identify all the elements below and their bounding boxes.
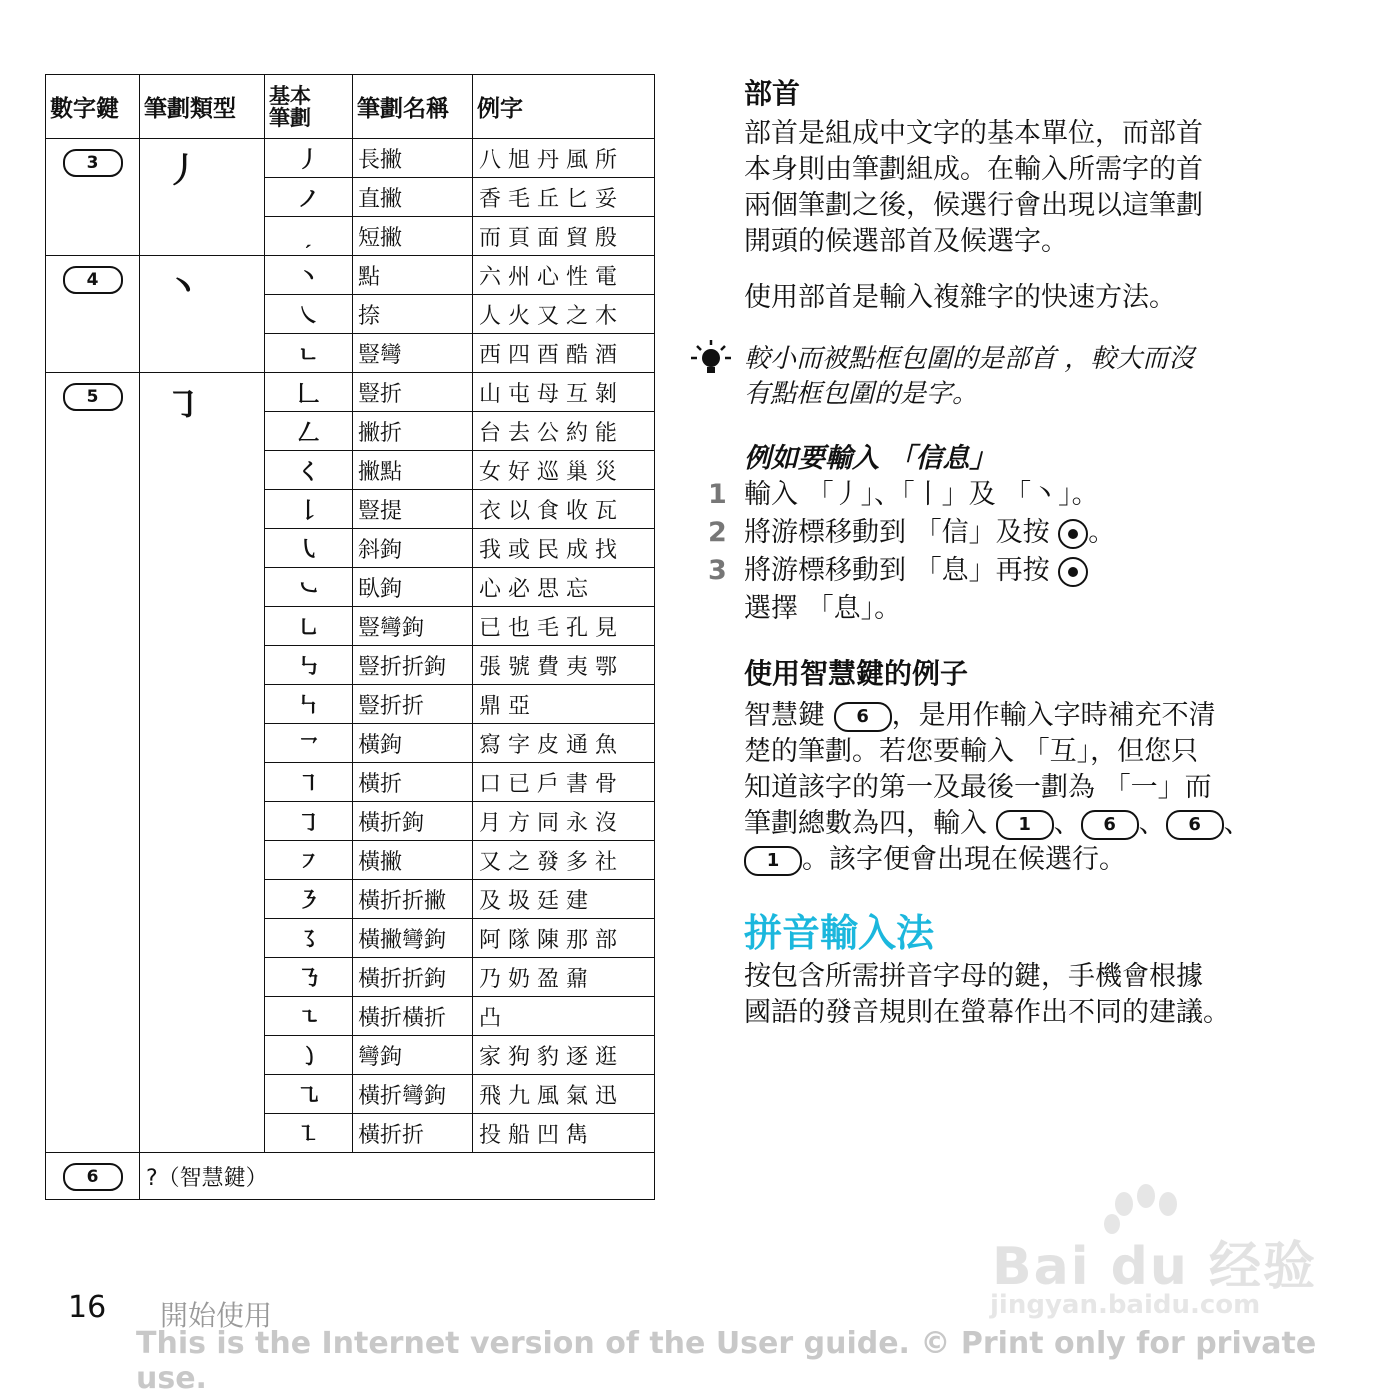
basic-stroke: ㄴ [265, 334, 353, 373]
example-chars: 投船凹雋 [473, 1114, 655, 1153]
basic-stroke: ノ [265, 178, 353, 217]
smart-key-label: ?（智慧鍵） [140, 1153, 655, 1200]
stroke-name: 豎折 [353, 373, 473, 412]
stroke-name: 豎彎 [353, 334, 473, 373]
key-cell [46, 373, 140, 1153]
table-header-row [46, 75, 655, 139]
key-3-icon: 3 [63, 149, 123, 177]
stroke-type-cell [140, 139, 265, 256]
basic-stroke: 𠃋 [265, 412, 353, 451]
stroke-name: 長撇 [353, 139, 473, 178]
example-chars: 人火又之木 [473, 295, 655, 334]
stroke-name: 豎折折 [353, 685, 473, 724]
basic-stroke: ㇕ [265, 763, 353, 802]
basic-stroke: ㇡ [265, 958, 353, 997]
text-line: 部首是組成中文字的基本單位，而部首 [744, 118, 1203, 149]
key-6-icon: 6 [1166, 810, 1224, 840]
stroke-name: 豎提 [353, 490, 473, 529]
stroke-name: 豎彎鉤 [353, 607, 473, 646]
center-select-key-icon [1058, 557, 1088, 587]
radical-tip [744, 342, 1304, 412]
basic-stroke: ㇁ [265, 1036, 353, 1075]
example-chars: 衣以食收瓦 [473, 490, 655, 529]
stroke-name: 橫折彎鉤 [353, 1075, 473, 1114]
example-chars: 張號費夷鄂 [473, 646, 655, 685]
stroke-type-cell [140, 256, 265, 373]
example-title: 例如要輸入 「信息」 [744, 443, 997, 474]
key-1-icon: 1 [744, 846, 802, 876]
example-chars: 乃奶盈鼐 [473, 958, 655, 997]
example-steps [708, 476, 1308, 628]
basic-stroke: ㇈ [265, 1075, 353, 1114]
step-number: 3 [708, 555, 727, 586]
text-line: 較小而被點框包圍的是部首 ，較大而沒 [744, 344, 1195, 374]
smartkey-title: 使用智慧鍵的例子 [744, 657, 969, 690]
watermark-brand: Bai du 经验 [992, 1237, 1317, 1297]
basic-stroke: 丶 [265, 256, 353, 295]
key-cell [46, 139, 140, 256]
step-2 [708, 514, 1308, 552]
example-chars: 心必思忘 [473, 568, 655, 607]
radical-section [744, 72, 1304, 316]
example-chars: 家狗豹逐逛 [473, 1036, 655, 1075]
text-line: 兩個筆劃之後，候選行會出現以這筆劃 [744, 190, 1203, 221]
key-cell [46, 1153, 140, 1200]
header-example: 例字 [473, 75, 655, 139]
page-number: 16 [68, 1290, 107, 1325]
stroke-name: 橫撇彎鉤 [353, 919, 473, 958]
stroke-name: 橫折鉤 [353, 802, 473, 841]
example-chars: 西四酉酷酒 [473, 334, 655, 373]
step-number: 2 [708, 517, 727, 548]
basic-stroke: ㇃ [265, 568, 353, 607]
key-1-icon: 1 [996, 810, 1054, 840]
stroke-name: 橫折折撇 [353, 880, 473, 919]
stroke-name: 橫折橫折 [353, 997, 473, 1036]
example-chars: 凸 [473, 997, 655, 1036]
stroke-name: 臥鉤 [353, 568, 473, 607]
text-line: 楚的筆劃。若您要輸入 「互」，但您只 [744, 736, 1199, 767]
example-chars: 又之發多社 [473, 841, 655, 880]
example-chars: 鼎亞 [473, 685, 655, 724]
example-chars: 已也毛孔見 [473, 607, 655, 646]
example-chars: 及圾廷建 [473, 880, 655, 919]
stroke-name: 斜鉤 [353, 529, 473, 568]
header-name: 筆劃名稱 [353, 75, 473, 139]
example-chars: 女好巡巢災 [473, 451, 655, 490]
basic-stroke: ˏ [265, 217, 353, 256]
step-3 [708, 552, 1308, 628]
stroke-name: 直撇 [353, 178, 473, 217]
example-chars: 月方同永沒 [473, 802, 655, 841]
example-chars: 我或民成找 [473, 529, 655, 568]
stroke-name: 橫折 [353, 763, 473, 802]
stroke-type-cell [140, 373, 265, 1153]
pinyin-paragraph [744, 959, 1304, 1031]
step-number: 1 [708, 479, 727, 510]
text-line: 按包含所需拼音字母的鍵，手機會根據 [744, 961, 1203, 992]
smartkey-paragraph [744, 698, 1304, 878]
header-basic: 基本 筆劃 [265, 75, 353, 139]
basic-stroke: 𠃊 [265, 373, 353, 412]
table-row [46, 256, 655, 295]
step-text: 輸入 「丿」、「丨」及 「丶」。 [744, 479, 1099, 510]
stroke-name: 撇點 [353, 451, 473, 490]
basic-stroke: ㇅ [265, 1114, 353, 1153]
basic-stroke: ㇋ [265, 880, 353, 919]
stroke-name: 撇折 [353, 412, 473, 451]
example-chars: 八旭丹風所 [473, 139, 655, 178]
stroke-table [45, 74, 655, 1200]
stroke-name: 橫折折 [353, 1114, 473, 1153]
stroke-table-body [46, 139, 655, 1200]
text-line: 筆劃總數為四，輸入 1 、 6 、 6 、 [744, 808, 1251, 839]
table-row-smart-key [46, 1153, 655, 1200]
key-4-icon: 4 [63, 266, 123, 294]
basic-stroke: ㇍ [265, 997, 353, 1036]
key-5-icon: 5 [63, 383, 123, 411]
text-line: 本身則由筆劃組成。在輸入所需字的首 [744, 154, 1203, 185]
radical-title: 部首 [744, 77, 801, 110]
table-row [46, 373, 655, 412]
step-text: 將游標移動到 「信」及按 [744, 517, 1050, 548]
center-select-key-icon [1058, 519, 1088, 549]
step-period: 。 [1088, 517, 1116, 548]
text-line: 國語的發音規則在螢幕作出不同的建議。 [744, 997, 1230, 1028]
example-chars: 口已戶書骨 [473, 763, 655, 802]
key-6-icon: 6 [63, 1163, 123, 1191]
stroke-name: 彎鉤 [353, 1036, 473, 1075]
stroke-name: 短撇 [353, 217, 473, 256]
pinyin-section [744, 902, 1304, 1031]
section-name: 開始使用 [160, 1299, 273, 1332]
step-text: 將游標移動到 「息」再按 [744, 555, 1050, 586]
text-line: 1 。該字便會出現在候選行。 [744, 842, 1304, 878]
basic-stroke: く [265, 451, 353, 490]
lightbulb-icon [688, 338, 734, 384]
stroke-type: 丶 [166, 268, 200, 308]
key-cell [46, 256, 140, 373]
stroke-name: 捺 [353, 295, 473, 334]
basic-stroke: ㇞ [265, 685, 353, 724]
stroke-name: 豎折折鉤 [353, 646, 473, 685]
radical-paragraph [744, 116, 1304, 260]
example-chars: 飛九風氣迅 [473, 1075, 655, 1114]
stroke-name: 橫鉤 [353, 724, 473, 763]
basic-stroke: 丿 [265, 139, 353, 178]
basic-stroke: ㇏ [265, 295, 353, 334]
stroke-type: 丿 [166, 151, 200, 191]
example-chars: 寫字皮通魚 [473, 724, 655, 763]
text-line: 知道該字的第一及最後一劃為 「一」而 [744, 772, 1212, 803]
basic-stroke: ㇌ [265, 919, 353, 958]
smartkey-section [744, 652, 1304, 878]
basic-stroke: ㇇ [265, 841, 353, 880]
stroke-type: ㇆ [166, 385, 200, 425]
key-6-icon: 6 [1081, 810, 1139, 840]
example-chars: 阿隊陳那部 [473, 919, 655, 958]
basic-stroke: ㇂ [265, 529, 353, 568]
example-chars: 六州心性電 [473, 256, 655, 295]
basic-stroke: ㇖ [265, 724, 353, 763]
example-chars: 香毛丘匕妥 [473, 178, 655, 217]
text-line: 智慧鍵 6 ，是用作輸入字時補充不清 [744, 700, 1216, 731]
basic-stroke: 𠄌 [265, 490, 353, 529]
basic-stroke: ㇟ [265, 607, 353, 646]
radical-shortcut-text: 使用部首是輸入複雜字的快速方法。 [744, 282, 1176, 313]
header-type: 筆劃類型 [140, 75, 265, 139]
key-6-icon: 6 [834, 702, 892, 732]
stroke-name: 橫撇 [353, 841, 473, 880]
table-row [46, 139, 655, 178]
stroke-name: 點 [353, 256, 473, 295]
basic-stroke: ㇉ [265, 646, 353, 685]
watermark-site: jingyan.baidu.com [990, 1290, 1261, 1320]
example-chars: 而頁面貿殷 [473, 217, 655, 256]
step-text: 選擇 「息」。 [744, 593, 902, 624]
stroke-name: 橫折折鉤 [353, 958, 473, 997]
pinyin-title: 拼音輸入法 [744, 911, 935, 955]
example-chars: 山屯母互剝 [473, 373, 655, 412]
text-line: 有點框包圍的是字。 [744, 379, 979, 409]
text-line: 開頭的候選部首及候選字。 [744, 226, 1068, 257]
basic-stroke: ㇆ [265, 802, 353, 841]
step-1 [708, 476, 1308, 514]
example-chars: 台去公約能 [473, 412, 655, 451]
copyright-notice: This is the Internet version of the User guide. © Print only for private use. [136, 1326, 1317, 1396]
header-key: 數字鍵 [46, 75, 140, 139]
